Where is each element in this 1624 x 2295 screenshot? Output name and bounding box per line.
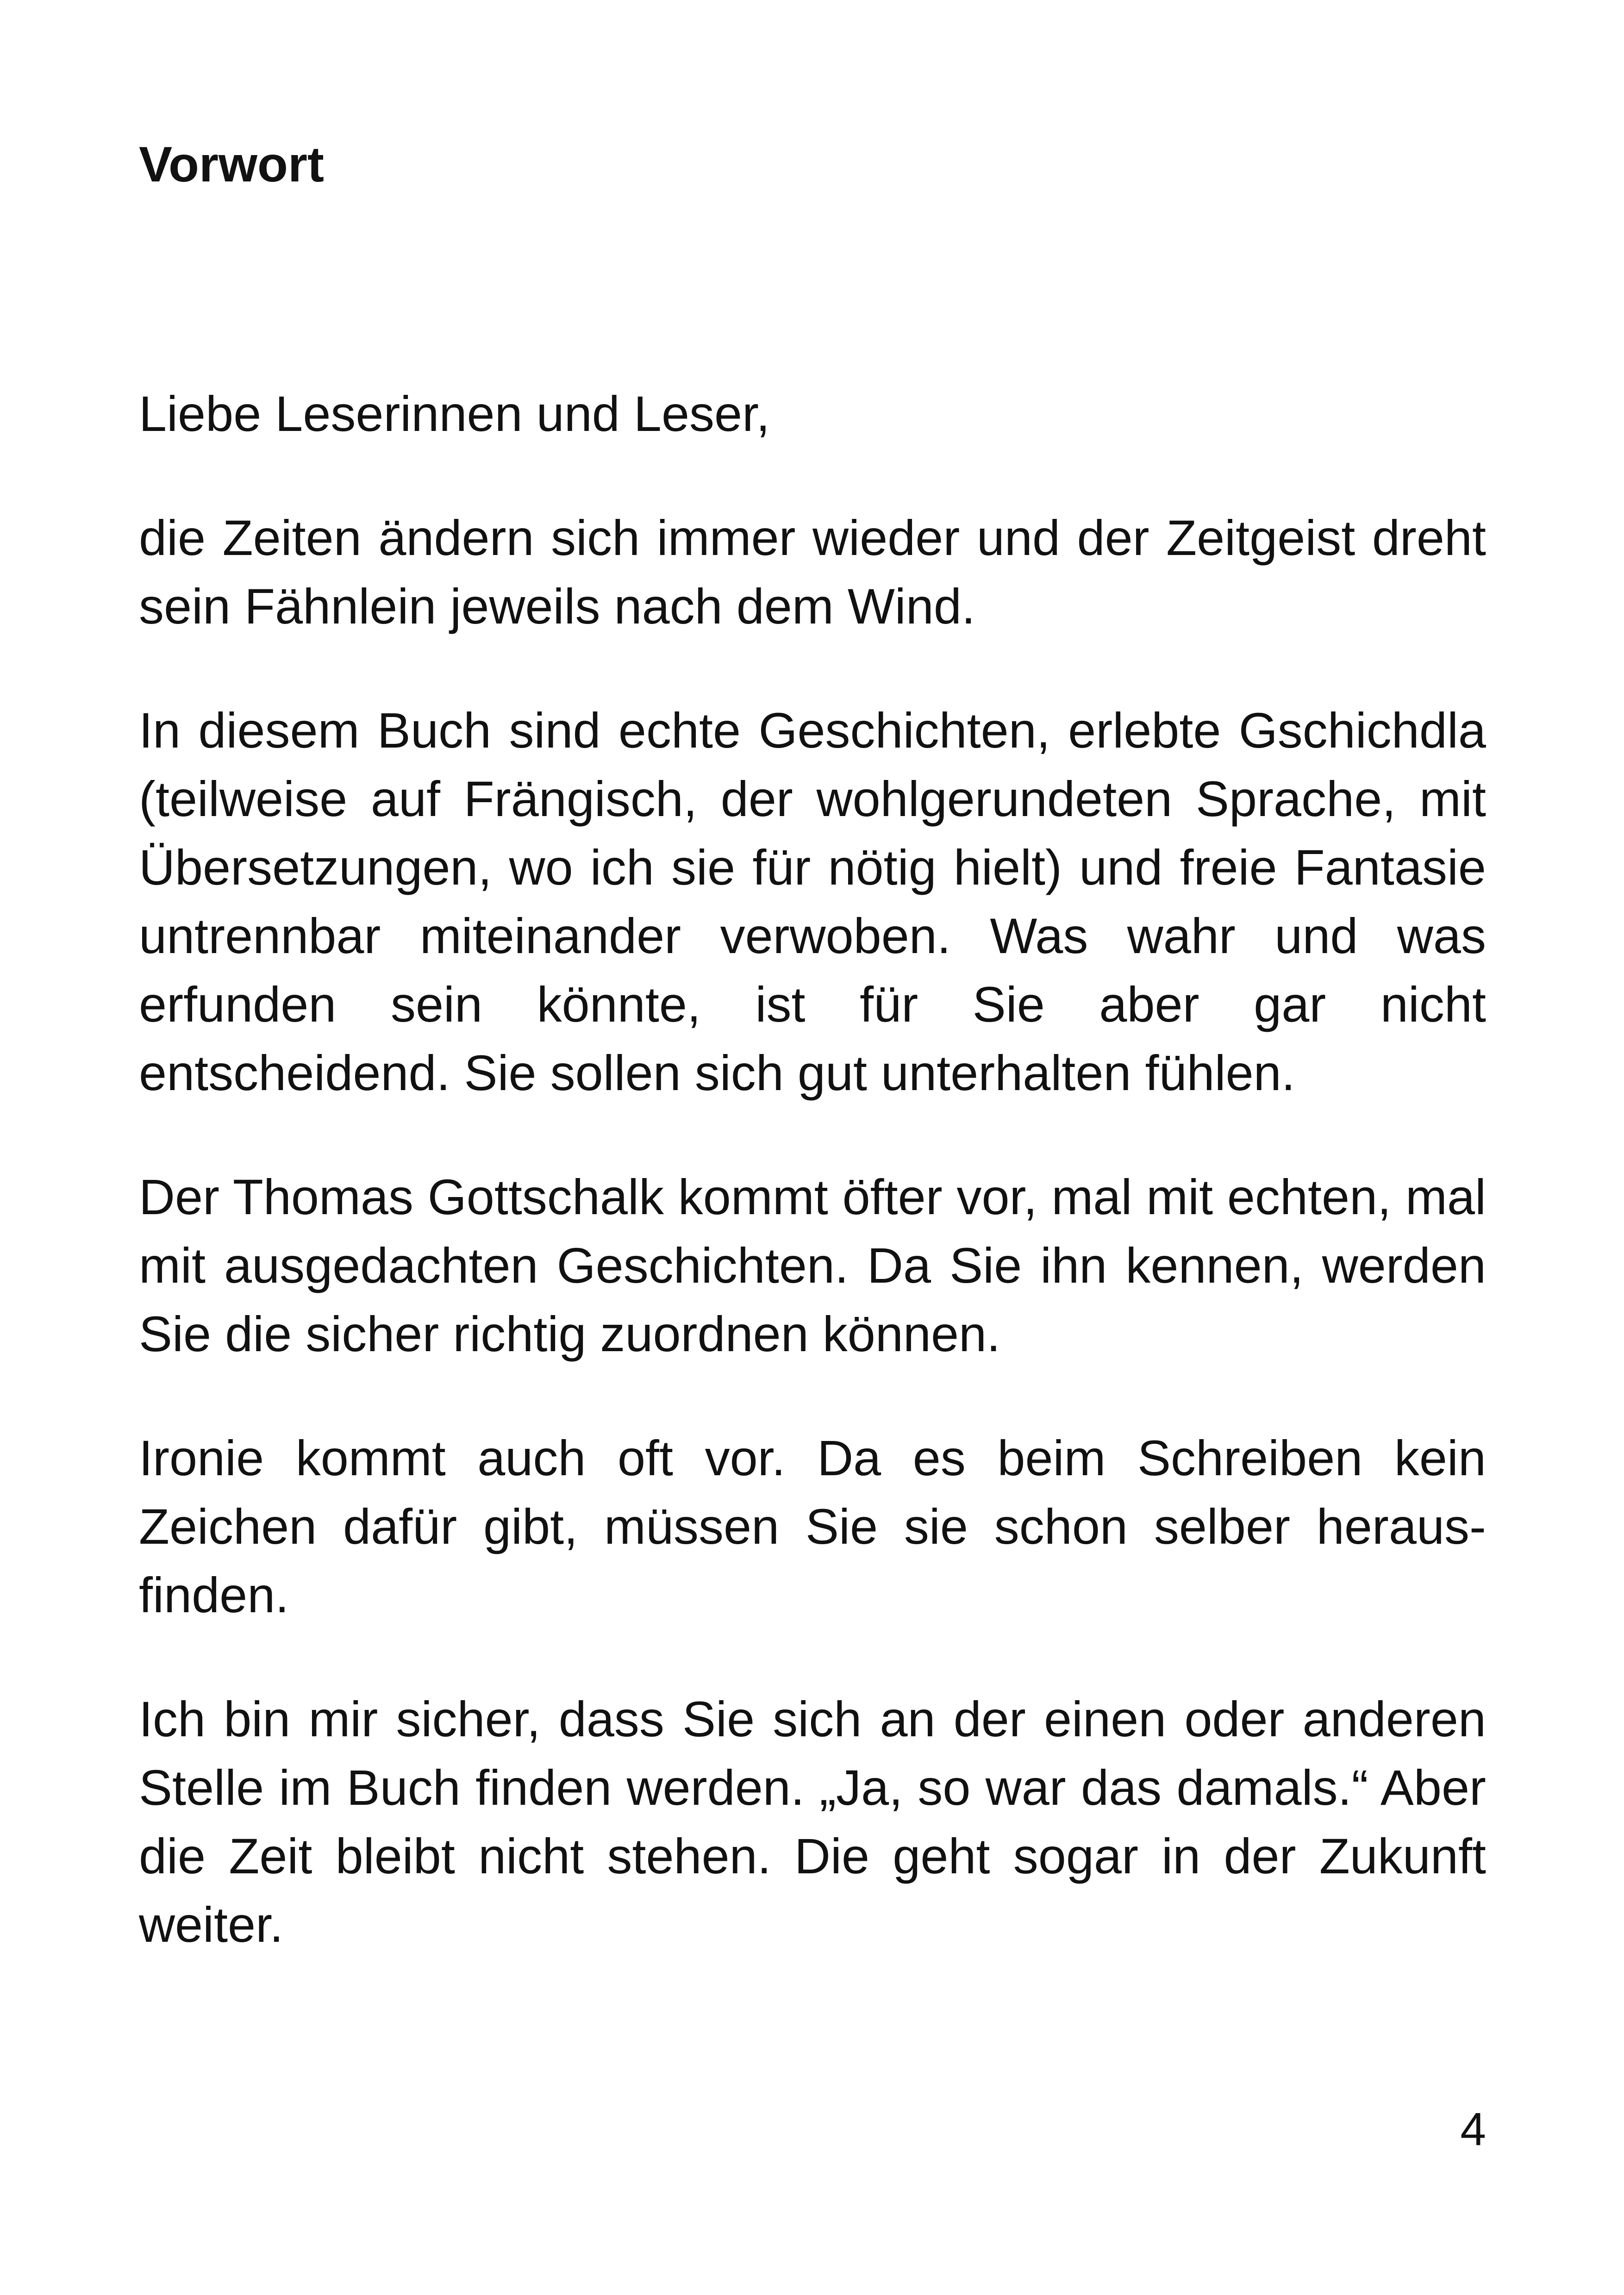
paragraph-5: Ich bin mir sicher, dass Sie sich an der einen oder anderen Stelle im Buch finden werden. „Ja, so war das damals.“ Aber die Zeit bleibt nicht stehen. Die geht sogar in der Zukunft weiter. — [139, 1691, 1486, 1952]
salutation: Liebe Leserinnen und Leser, — [139, 386, 770, 442]
paragraph-4: Ironie kommt auch oft vor. Da es beim Schreiben kein Zeichen dafür gibt, müssen Sie sie schon selber herausfinden. — [139, 1430, 1486, 1623]
paragraph-2: In diesem Buch sind echte Geschichten, erlebte Gschichdla (teilweise auf Frängisch, der wohlgerundeten Sprache, mit Übersetzungen, wo ich sie für nötig hielt) und freie Fantasie untrennbar miteinander verwoben. Was wahr und was erfunden sein könnte, ist für Sie aber gar nicht entscheidend. Sie sollen sich gut unterhalten fühlen. — [139, 702, 1486, 1101]
page-title: Vorwort — [139, 136, 324, 192]
body-text — [139, 380, 1486, 1959]
page-number: 4 — [1460, 2103, 1486, 2155]
paragraph-1: die Zeiten ändern sich immer wieder und der Zeitgeist dreht sein Fähnlein jeweils nach dem Wind. — [139, 510, 1486, 634]
paragraph-3: Der Thomas Gottschalk kommt öfter vor, mal mit echten, mal mit ausgedachten Geschichten. Da Sie ihn kennen, werden Sie die sicher richtig zuordnen können. — [139, 1169, 1486, 1362]
